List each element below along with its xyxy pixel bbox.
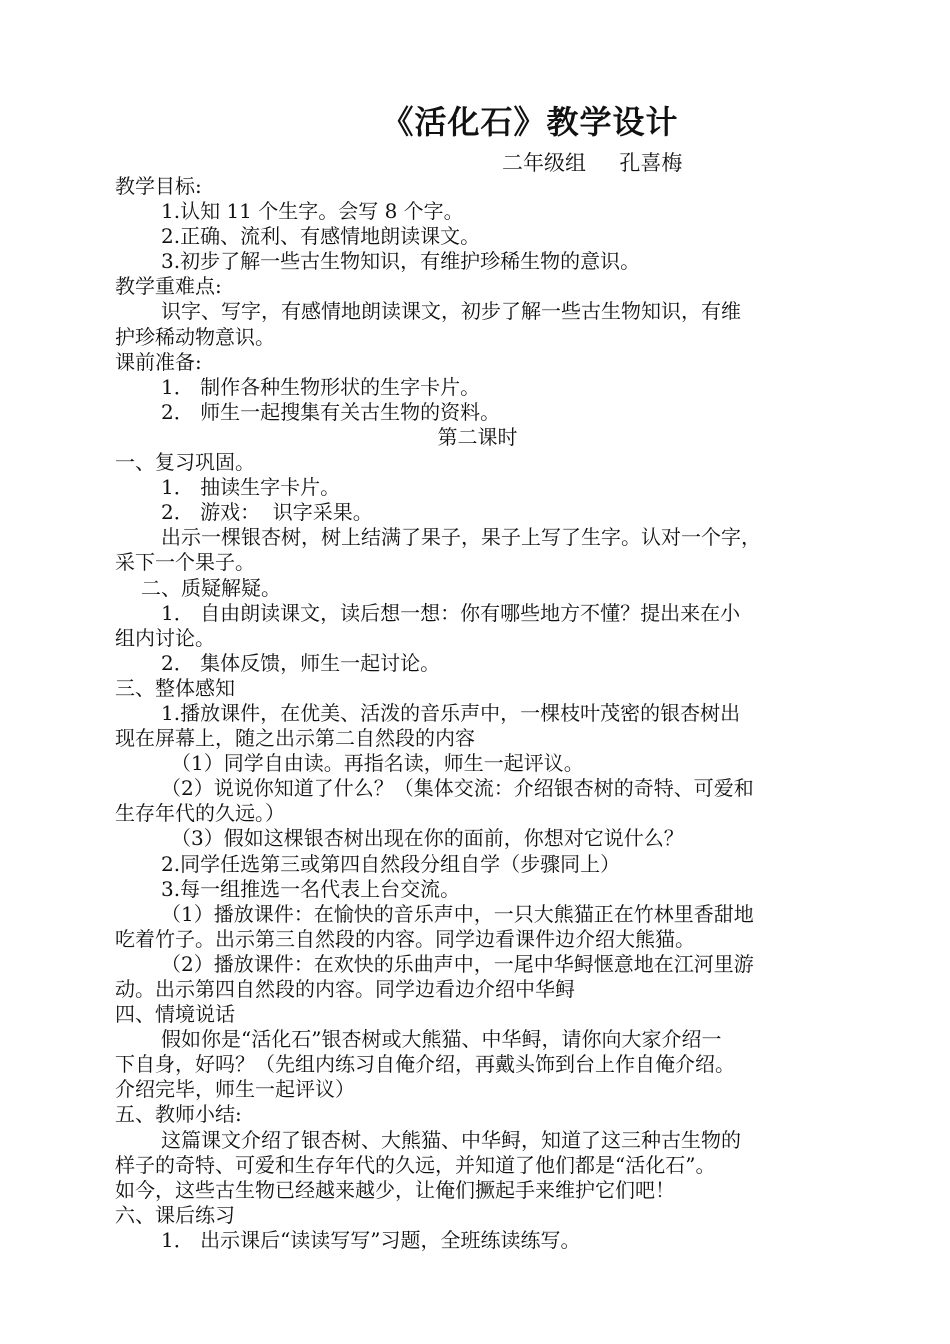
text-line: 第二课时 bbox=[437, 424, 518, 449]
text-line: 出示一棵银杏树，树上结满了果子，果子上写了生字。认对一个字， bbox=[161, 525, 761, 550]
text-line: 1.认知 11 个生字。会写 8 个字。 bbox=[161, 199, 464, 224]
text-line: 护珍稀动物意识。 bbox=[115, 324, 275, 349]
text-line: 三、整体感知 bbox=[115, 675, 235, 700]
text-line: 教学目标: bbox=[115, 174, 202, 198]
text-line: 现在屏幕上，随之出示第二自然段的内容 bbox=[115, 726, 475, 751]
text-line: 组内讨论。 bbox=[115, 625, 215, 650]
text-line: （2）说说你知道了什么？（集体交流：介绍银杏树的奇特、可爱和 bbox=[161, 776, 754, 801]
text-line: 四、情境说话 bbox=[115, 1002, 235, 1027]
document-title: 《活化石》教学设计 bbox=[381, 103, 679, 141]
document-body bbox=[115, 174, 840, 1253]
text-line: 2.同学任选第三或第四自然段分组自学（步骤同上） bbox=[161, 851, 621, 876]
text-line: 识字、写字，有感情地朗读课文，初步了解一些古生物知识，有维 bbox=[161, 299, 741, 324]
text-line: 2． 集体反馈，师生一起讨论。 bbox=[161, 650, 441, 675]
text-line: 介绍完毕，师生一起评议） bbox=[115, 1077, 355, 1102]
text-line: 2． 师生一起搜集有关古生物的资料。 bbox=[161, 399, 501, 424]
text-line: 1． 自由朗读课文，读后想一想：你有哪些地方不懂？提出来在小 bbox=[161, 600, 741, 625]
text-line: 3.初步了解一些古生物知识，有维护珍稀生物的意识。 bbox=[161, 249, 641, 274]
text-line: 六、课后练习 bbox=[115, 1202, 235, 1227]
text-line: 这篇课文介绍了银杏树、大熊猫、中华鲟，知道了这三种古生物的 bbox=[161, 1127, 741, 1152]
text-line: 1． 制作各种生物形状的生字卡片。 bbox=[161, 374, 481, 399]
text-line: 如今，这些古生物已经越来越少，让俺们撅起手来维护它们吧！ bbox=[115, 1177, 675, 1202]
text-line: 假如你是“活化石”银杏树或大熊猫、中华鲟，请你向大家介绍一 bbox=[161, 1027, 722, 1052]
text-line: 2． 游戏： 识字采果。 bbox=[161, 500, 373, 525]
text-line: 一、复习巩固。 bbox=[115, 450, 255, 475]
text-line: 动。出示第四自然段的内容。同学边看边介绍中华鲟 bbox=[115, 977, 575, 1001]
text-line: （3）假如这棵银杏树出现在你的面前，你想对它说什么？ bbox=[171, 826, 684, 851]
text-line: 生存年代的久远。） bbox=[115, 801, 285, 826]
text-line: 二、质疑解疑。 bbox=[141, 575, 281, 600]
text-line: 1.播放课件，在优美、活泼的音乐声中，一棵枝叶茂密的银杏树出 bbox=[161, 700, 741, 725]
text-line: 吃着竹子。出示第三自然段的内容。同学边看课件边介绍大熊猫。 bbox=[115, 926, 695, 951]
document-author: 二年级组 孔喜梅 bbox=[502, 151, 683, 175]
text-line: 2.正确、流利、有感情地朗读课文。 bbox=[161, 224, 481, 249]
text-line: 3.每一组推选一名代表上台交流。 bbox=[161, 876, 461, 901]
text-line: 教学重难点: bbox=[115, 274, 222, 299]
text-line: （1）播放课件：在愉快的音乐声中，一只大熊猫正在竹林里香甜地 bbox=[161, 901, 754, 926]
text-line: 五、教师小结: bbox=[115, 1102, 242, 1127]
text-line: （1）同学自由读。再指名读，师生一起评议。 bbox=[171, 751, 584, 776]
text-line: 1． 抽读生字卡片。 bbox=[161, 475, 341, 500]
text-line: （2）播放课件：在欢快的乐曲声中，一尾中华鲟惬意地在江河里游 bbox=[161, 951, 754, 976]
text-line: 1． 出示课后“读读写写”习题，全班练读练写。 bbox=[161, 1227, 581, 1252]
text-line: 下自身，好吗？（先组内练习自俺介绍，再戴头饰到台上作自俺介绍。 bbox=[115, 1052, 735, 1077]
text-line: 采下一个果子。 bbox=[115, 550, 255, 575]
text-line: 样子的奇特、可爱和生存年代的久远，并知道了他们都是“活化石”。 bbox=[115, 1152, 716, 1177]
text-line: 课前准备: bbox=[115, 349, 202, 374]
